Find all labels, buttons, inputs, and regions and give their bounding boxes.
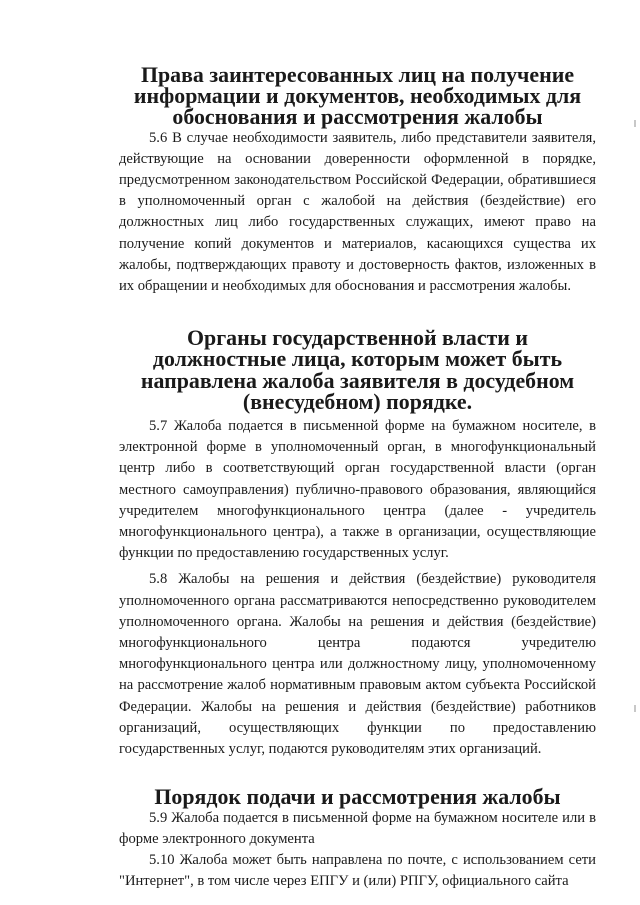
heading-procedure: Порядок подачи и рассмотрения жалобы — [154, 784, 561, 810]
paragraph-5-9: 5.9 Жалоба подается в письменной форме на бумажном носителе или в форме электронного документа — [119, 809, 596, 847]
heading-authorities: Органы государственной власти и должностные лица, которым может быть направлена жалоба заявителя в досудебном (внесудебном) порядке. — [140, 325, 575, 414]
paragraph-5-7: 5.7 Жалоба подается в письменной форме на бумажном носителе, в электронной форме в уполномоченный орган, в многофункциональный центр либо в соответствующий орган государственной власти (орган местного самоуправления) публично-правового образования, являющийся учредителем многофункционального центра (далее - учредитель многофункционального центра), а также в организации, осуществляющие функции по предоставлению государственных услуг. — [119, 418, 596, 562]
paragraph-5-6: 5.6 В случае необходимости заявитель, либо представители заявителя, действующие на основании доверенности оформленной в порядке, предусмотренном законодательством Российской Федерации, обратившиеся в уполномоченный орган с жалобой на действия (бездействие) его должностных лиц либо государственных служащих, имеют право на получение копий документов и материалов, касающихся существа их жалобы, подтверждающих правоту и достоверность фактов, изложенных в их обращении и необходимых для обоснования и рассмотрения жалобы. — [119, 129, 596, 295]
document-body — [119, 64, 596, 892]
section-gap — [119, 297, 596, 327]
scan-margin-mark — [634, 120, 636, 127]
section-gap — [119, 760, 596, 786]
scan-margin-mark — [634, 705, 636, 712]
paragraph-5-10: 5.10 Жалоба может быть направлена по почте, с использованием сети "Интернет", в том числе через ЕПГУ и (или) РПГУ, официального сайта — [119, 851, 596, 890]
paragraph-5-8: 5.8 Жалобы на решения и действия (бездействие) руководителя уполномоченного органа рассматриваются непосредственно руководителем уполномоченного органа. Жалобы на решения и действия (бездействие) многофункционального центра подаются учредителю многофункционального центра или должностному лицу, уполномоченному на рассмотрение жалоб нормативным правовым актом субъекта Российской Федерации. Жалобы на решения и действия (бездействие) работников организаций, осуществляющих функции по предоставлению государственных услуг, подаются руководителям этих организаций. — [119, 571, 596, 758]
heading-rights: Права заинтересованных лиц на получение информации и документов, необходимых для обоснования и рассмотрения жалобы — [133, 62, 582, 130]
